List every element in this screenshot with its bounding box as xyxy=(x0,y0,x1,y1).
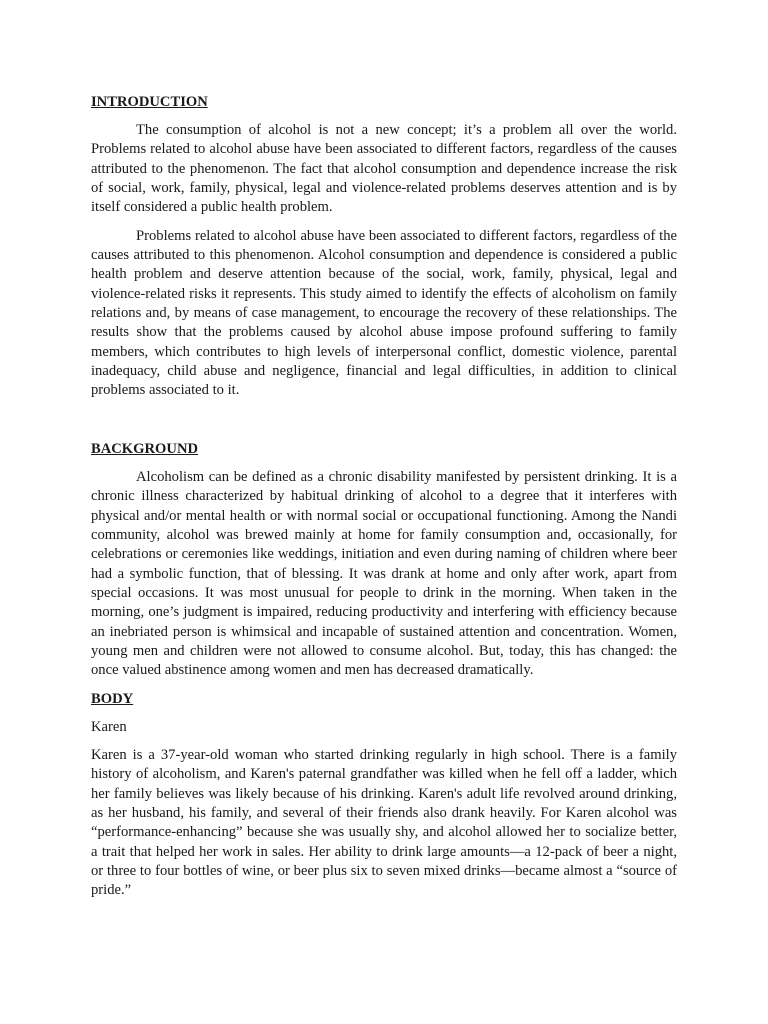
body-subtitle: Karen xyxy=(91,718,127,735)
background-heading: BACKGROUND xyxy=(91,440,199,457)
introduction-paragraph-1: The consumption of alcohol is not a new concept; it’s a problem all over the world. Problems related to alcohol abuse have been associated to different factors, regardless of the causes attributed to the phenomenon. The fact that alcohol consumption and dependence increase the risk of social, work, family, physical, legal and violence-related problems deserves attention and is by itself considered a public health problem. xyxy=(91,122,677,216)
body-paragraph-1: Karen is a 37-year-old woman who started drinking regularly in high school. There is a family history of alcoholism, and Karen's paternal grandfather was killed when he fell off a ladder, which her family believes was likely because of his drinking. Karen's adult life revolved around drinking, as her husband, his family, and several of their friends also drank heavily. For Karen alcohol was “performance-enhancing” because she was usually shy, and alcohol allowed her to socialize better, a trait that helped her work in sales. Her ability to drink large amounts—a 12-pack of beer a night, or three to four bottles of wine, or beer plus six to seven mixed drinks—became almost a “source of pride.” xyxy=(91,746,677,899)
document-content xyxy=(91,93,677,901)
introduction-paragraph-2: Problems related to alcohol abuse have been associated to different factors, regardless of the causes attributed to this phenomenon. Alcohol consumption and dependence is considered a public health problem and deserve attention because of the social, work, family, physical, legal and violence-related risks it represents. This study aimed to identify the effects of alcoholism on family relations and, by means of case management, to encourage the recovery of these relationships. The results show that the problems caused by alcohol abuse impose profound suffering to family members, which contributes to high levels of interpersonal conflict, domestic violence, parental inadequacy, child abuse and negligence, financial and legal difficulties, in addition to clinical problems associated to it. xyxy=(91,227,677,399)
background-paragraph-1: Alcoholism can be defined as a chronic disability manifested by persistent drinking. It is a chronic illness characterized by habitual drinking of alcohol to a degree that it interferes with physical and/or mental health or with normal social or occupational functioning. Among the Nandi community, alcohol was brewed mainly at home for family consumption and, occasionally, for celebrations or ceremonies like weddings, initiation and even during naming of children where beer had a symbolic function, that of blessing. It was drank at home and only after work, apart from special occasions. It was most unusual for people to drink in the morning. When taken in the morning, one’s judgment is impaired, reducing productivity and interfering with efficiency because an inebriated person is whimsical and incapable of sustained attention and concentration. Women, young men and children were not allowed to consume alcohol. But, today, this has changed: the once valued abstinence among women and men has decreased dramatically. xyxy=(91,468,677,679)
body-heading: BODY xyxy=(91,690,134,707)
introduction-heading: INTRODUCTION xyxy=(91,94,208,110)
